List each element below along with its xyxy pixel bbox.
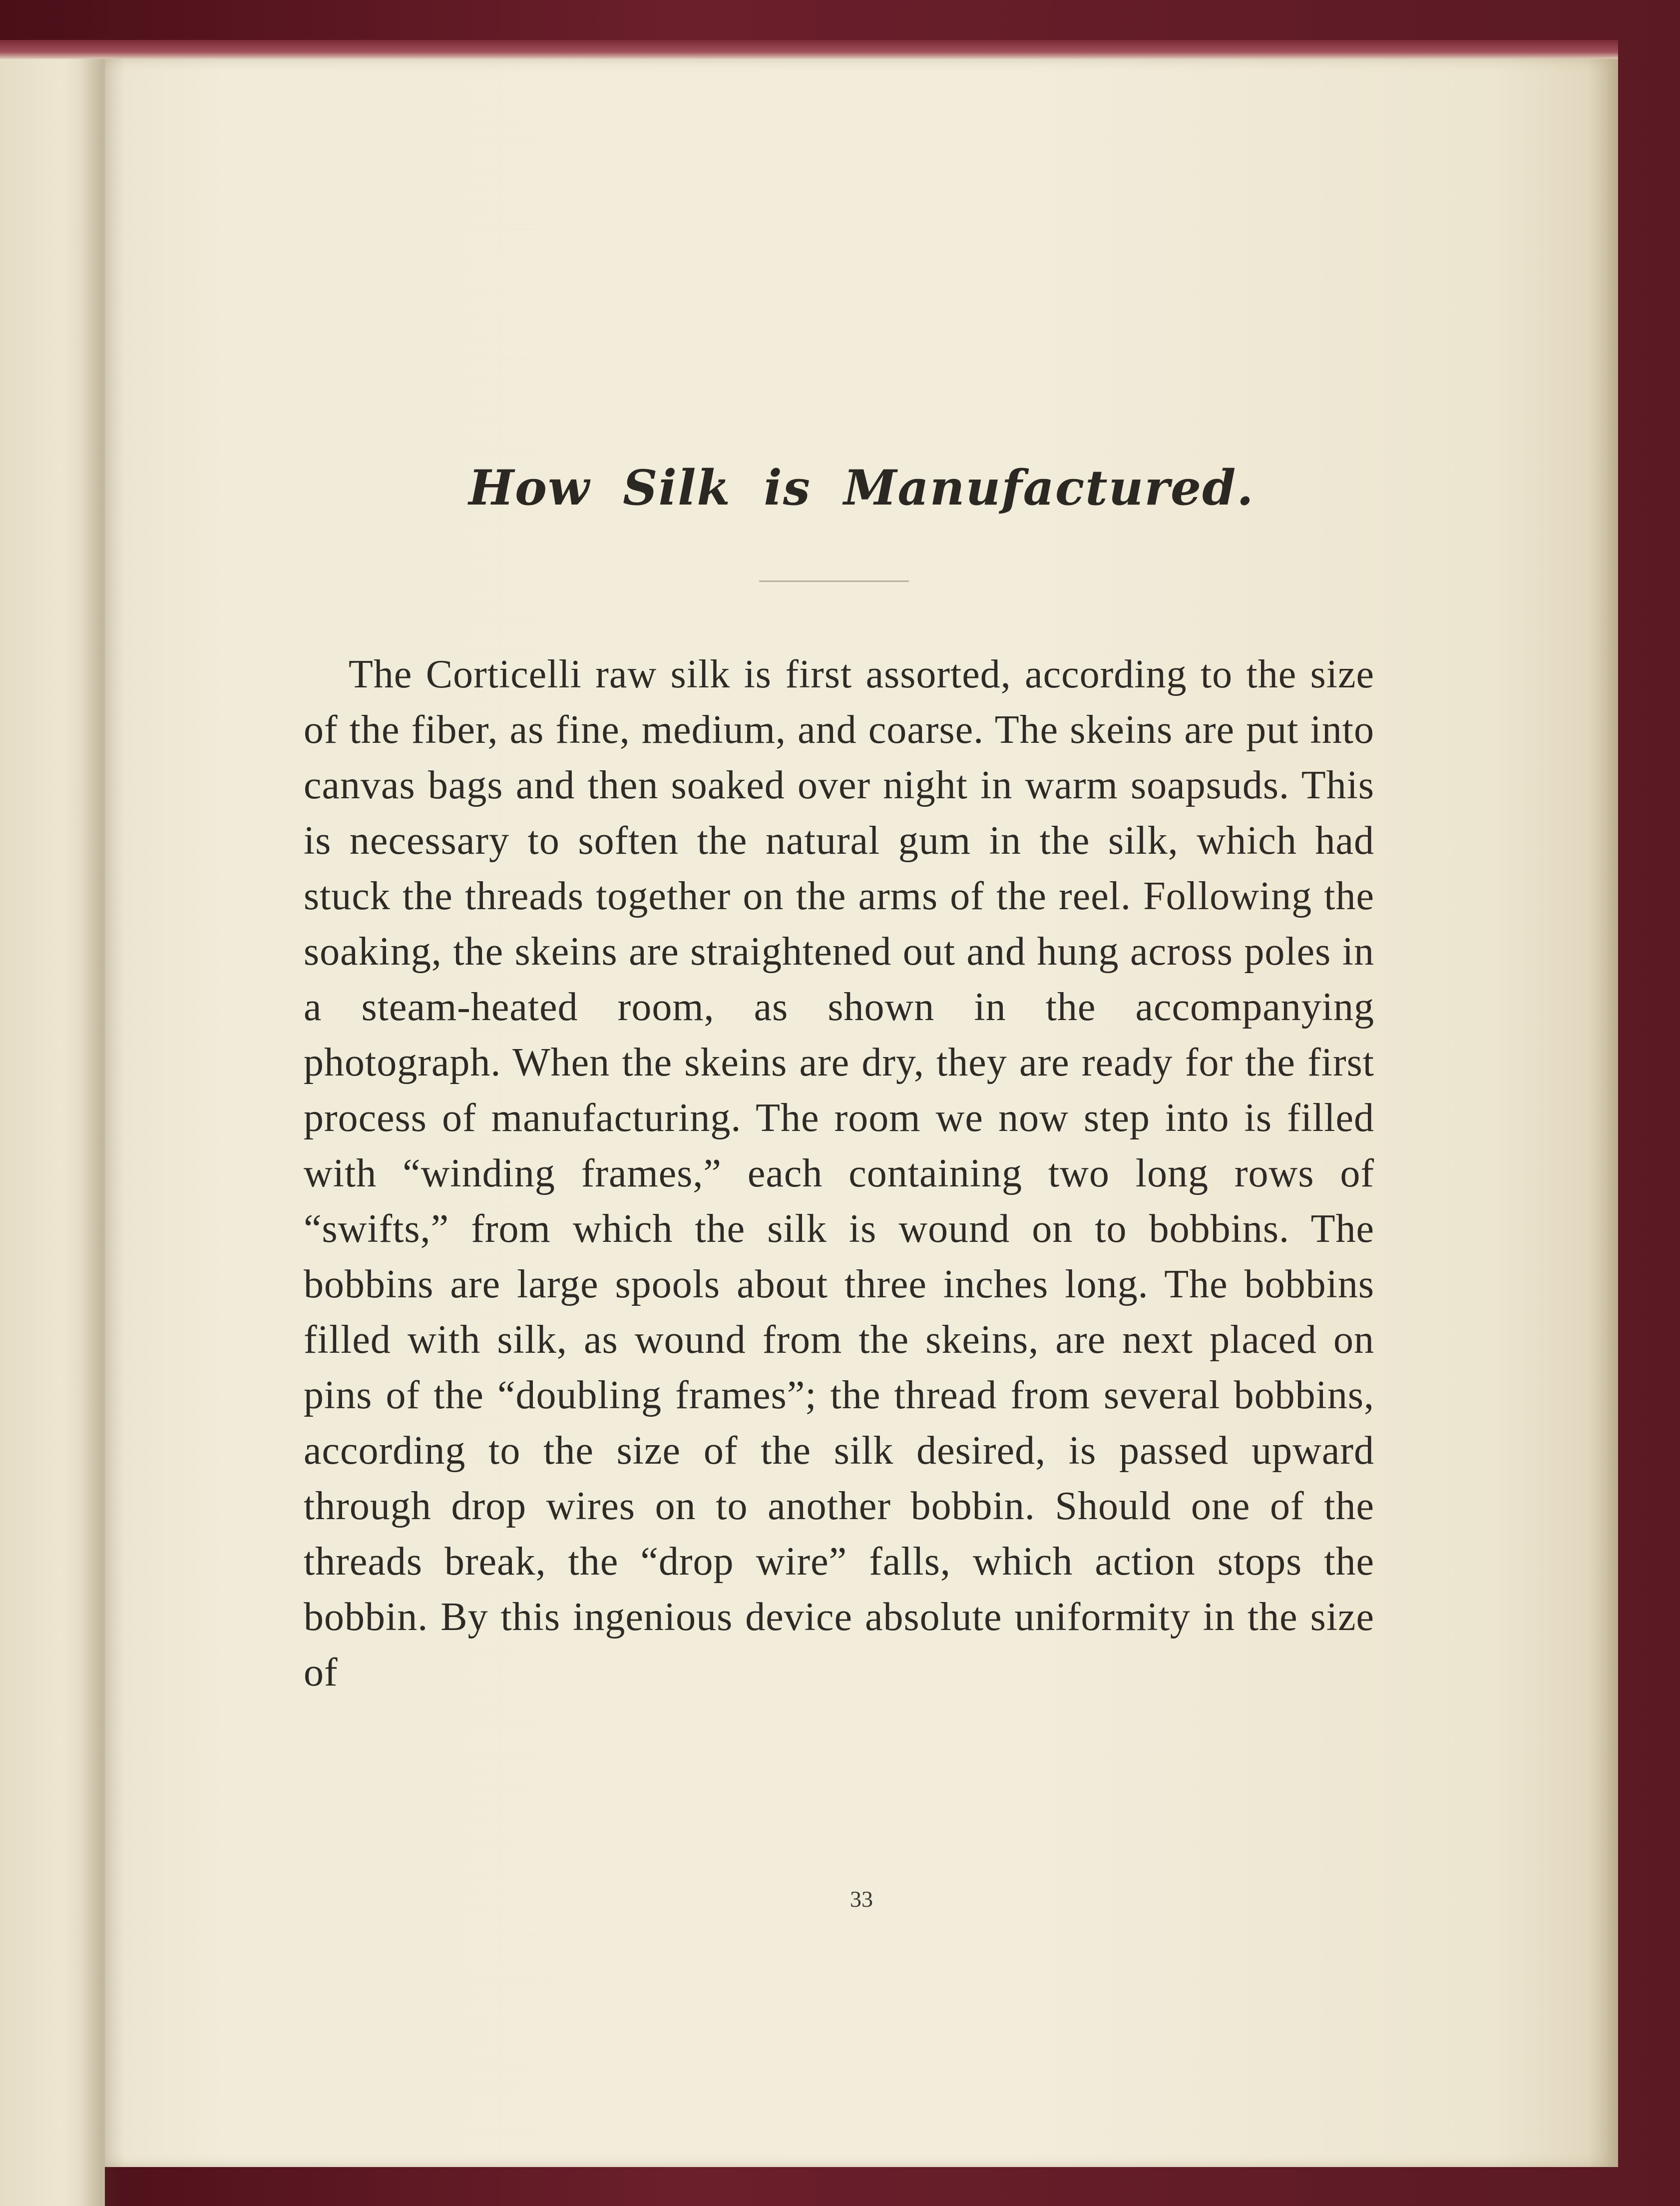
page-right-edge [1588,59,1618,2167]
body-paragraph: The Corticelli raw silk is first assorted, according to the size of the fiber, as fine, medium, and coarse. The skeins are put into canvas bags and then soaked over night in warm soapsuds. This is necessary to soften the natural gum in the silk, which had stuck the threads together on the arms of the reel. Following the soaking, the skeins are straightened out and hung across poles in a steam-heated room, as shown in the accompanying photograph. When the skeins are dry, they are ready for the first process of manufacturing. The room we now step into is filled with “winding frames,” each containing two long rows of “swifts,” from which the silk is wound on to bobbins. The bobbins are large spools about three inches long. The bobbins filled with silk, as wound from the skeins, are next placed on pins of the “doubling frames”; the thread from several bobbins, according to the size of the silk desired, is passed upward through drop wires on to another bobbin. Should one of the threads break, the “drop wire” falls, which action stops the bobbin. By this ingenious device absolute uniformity in the size of [304,652,1374,1694]
title-divider [759,580,909,582]
page-title: How Silk is Manufactured. [468,460,1255,516]
gutter-shadow [80,59,125,2206]
page-number: 33 [850,1886,873,1912]
cover-top-edge [0,40,1618,60]
